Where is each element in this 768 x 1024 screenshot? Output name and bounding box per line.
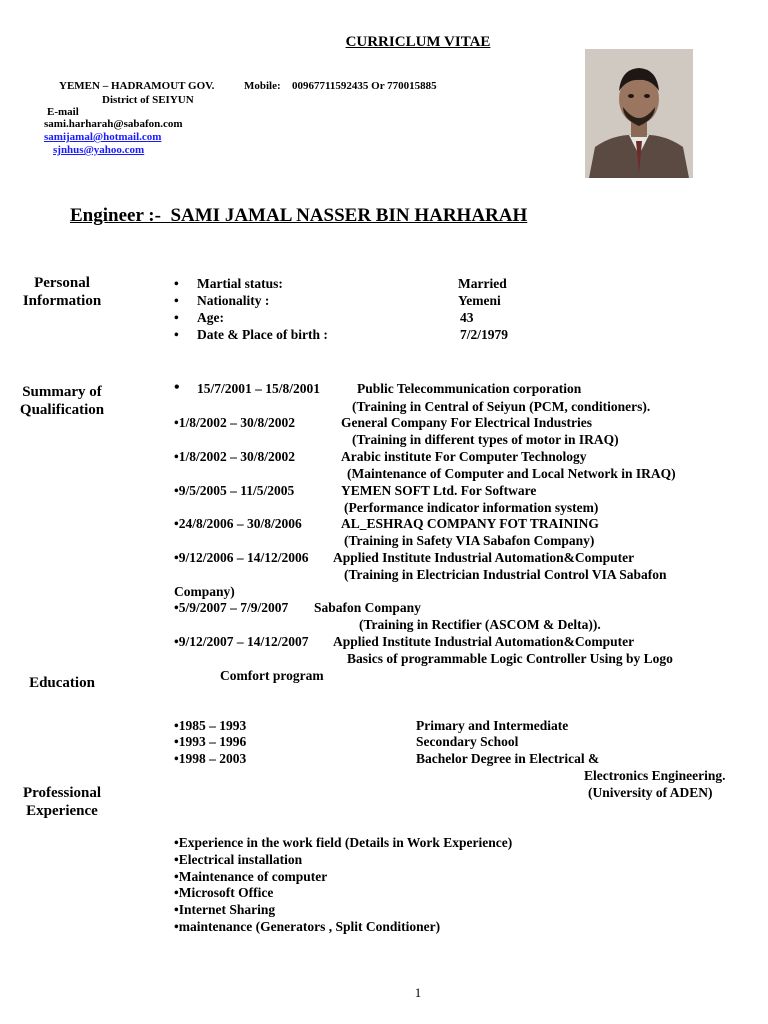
email-link-yahoo[interactable]: sjnhus@yahoo.com xyxy=(53,144,145,156)
list-item: •1/8/2002 – 30/8/2002 xyxy=(174,449,295,464)
list-item: •maintenance (Generators , Split Conditioner) xyxy=(174,919,441,934)
list-item: •9/12/2006 – 14/12/2006 xyxy=(174,550,309,565)
section-professional-experience: Professional Experience xyxy=(22,785,102,819)
list-item: • xyxy=(174,293,179,308)
personal-value-nationality: Yemeni xyxy=(458,293,501,308)
list-item: •5/9/2007 – 7/9/2007 xyxy=(174,600,289,615)
qual-detail-4: (Performance indicator information system) xyxy=(344,500,599,515)
qual-dates-1: 15/7/2001 – 15/8/2001 xyxy=(197,381,321,396)
personal-label-nationality: Nationality : xyxy=(197,293,270,308)
qual-detail-3: (Maintenance of Computer and Local Network in IRAQ) xyxy=(347,466,676,481)
edu-desc-1: Primary and Intermediate xyxy=(416,718,569,733)
list-item: •9/5/2005 – 11/5/2005 xyxy=(174,483,295,498)
personal-label-marital: Martial status: xyxy=(197,276,283,291)
qual-org-4: YEMEN SOFT Ltd. For Software xyxy=(341,483,537,498)
list-item: •Electrical installation xyxy=(174,852,303,867)
mobile-label: Mobile: xyxy=(244,80,281,92)
personal-value-birth: 7/2/1979 xyxy=(460,327,509,342)
list-item: •Microsoft Office xyxy=(174,885,274,900)
candidate-name: Engineer :- SAMI JAMAL NASSER BIN HARHARAH xyxy=(70,205,528,226)
qual-detail-5: (Training in Safety VIA Sabafon Company) xyxy=(344,533,595,548)
document-title: CURRICLUM VITAE xyxy=(345,34,491,50)
email-primary: sami.harharah@sabafon.com xyxy=(44,118,183,130)
profile-photo xyxy=(585,49,693,178)
person-portrait-icon xyxy=(585,49,693,178)
list-item: •1/8/2002 – 30/8/2002 xyxy=(174,415,295,430)
qual-detail-6-cont: Company) xyxy=(174,584,235,599)
email-link-hotmail[interactable]: samijamal@hotmail.com xyxy=(44,131,162,143)
section-personal-information: Personal Information xyxy=(22,275,102,309)
page-number: 1 xyxy=(414,985,422,1000)
list-item: •1998 – 2003 xyxy=(174,751,247,766)
personal-value-age: 43 xyxy=(460,310,474,325)
list-item: • xyxy=(174,310,179,325)
personal-value-marital: Married xyxy=(458,276,507,291)
qual-org-5: AL_ESHRAQ COMPANY FOT TRAINING xyxy=(341,516,599,531)
qual-org-1: Public Telecommunication corporation xyxy=(357,381,582,396)
personal-label-birth: Date & Place of birth : xyxy=(197,327,328,342)
personal-label-age: Age: xyxy=(197,310,224,325)
qual-detail-7: (Training in Rectifier (ASCOM & Delta)). xyxy=(359,617,601,632)
section-education: Education xyxy=(29,675,95,691)
qual-org-7: Sabafon Company xyxy=(314,600,421,615)
section-summary-of-qualification: Summary of Qualification xyxy=(19,384,105,418)
list-item: •1993 – 1996 xyxy=(174,734,247,749)
qual-detail-1: (Training in Central of Seiyun (PCM, conditioners). xyxy=(352,399,651,414)
list-item: •Maintenance of computer xyxy=(174,869,328,884)
email-label: E-mail xyxy=(47,106,79,118)
qual-detail-8-cont: Comfort program xyxy=(220,668,324,683)
qual-detail-2: (Training in different types of motor in IRAQ) xyxy=(352,432,619,447)
district: District of SEIYUN xyxy=(102,94,194,106)
list-item: •1985 – 1993 xyxy=(174,718,247,733)
qual-org-8: Applied Institute Industrial Automation&Computer xyxy=(333,634,635,649)
list-item: • xyxy=(174,327,179,342)
list-item: •9/12/2007 – 14/12/2007 xyxy=(174,634,309,649)
list-item: • xyxy=(174,276,179,291)
qual-detail-8: Basics of programmable Logic Controller Using by Logo xyxy=(347,651,673,666)
edu-desc-3-university: (University of ADEN) xyxy=(588,785,713,800)
edu-desc-3: Bachelor Degree in Electrical & xyxy=(416,751,600,766)
mobile-value: 00967711592435 Or 770015885 xyxy=(292,80,437,92)
edu-desc-3-cont: Electronics Engineering. xyxy=(584,768,726,783)
list-item: •Experience in the work field (Details in Work Experience) xyxy=(174,835,513,850)
qual-org-2: General Company For Electrical Industries xyxy=(341,415,592,430)
list-item: •Internet Sharing xyxy=(174,902,276,917)
qual-org-6: Applied Institute Industrial Automation&Computer xyxy=(333,550,635,565)
qual-detail-6: (Training in Electrician Industrial Control VIA Sabafon xyxy=(344,567,667,582)
qual-org-3: Arabic institute For Computer Technology xyxy=(341,449,587,464)
list-item: •24/8/2006 – 30/8/2006 xyxy=(174,516,302,531)
location: YEMEN – HADRAMOUT GOV. xyxy=(59,80,215,92)
list-item: • xyxy=(174,379,180,396)
edu-desc-2: Secondary School xyxy=(416,734,519,749)
